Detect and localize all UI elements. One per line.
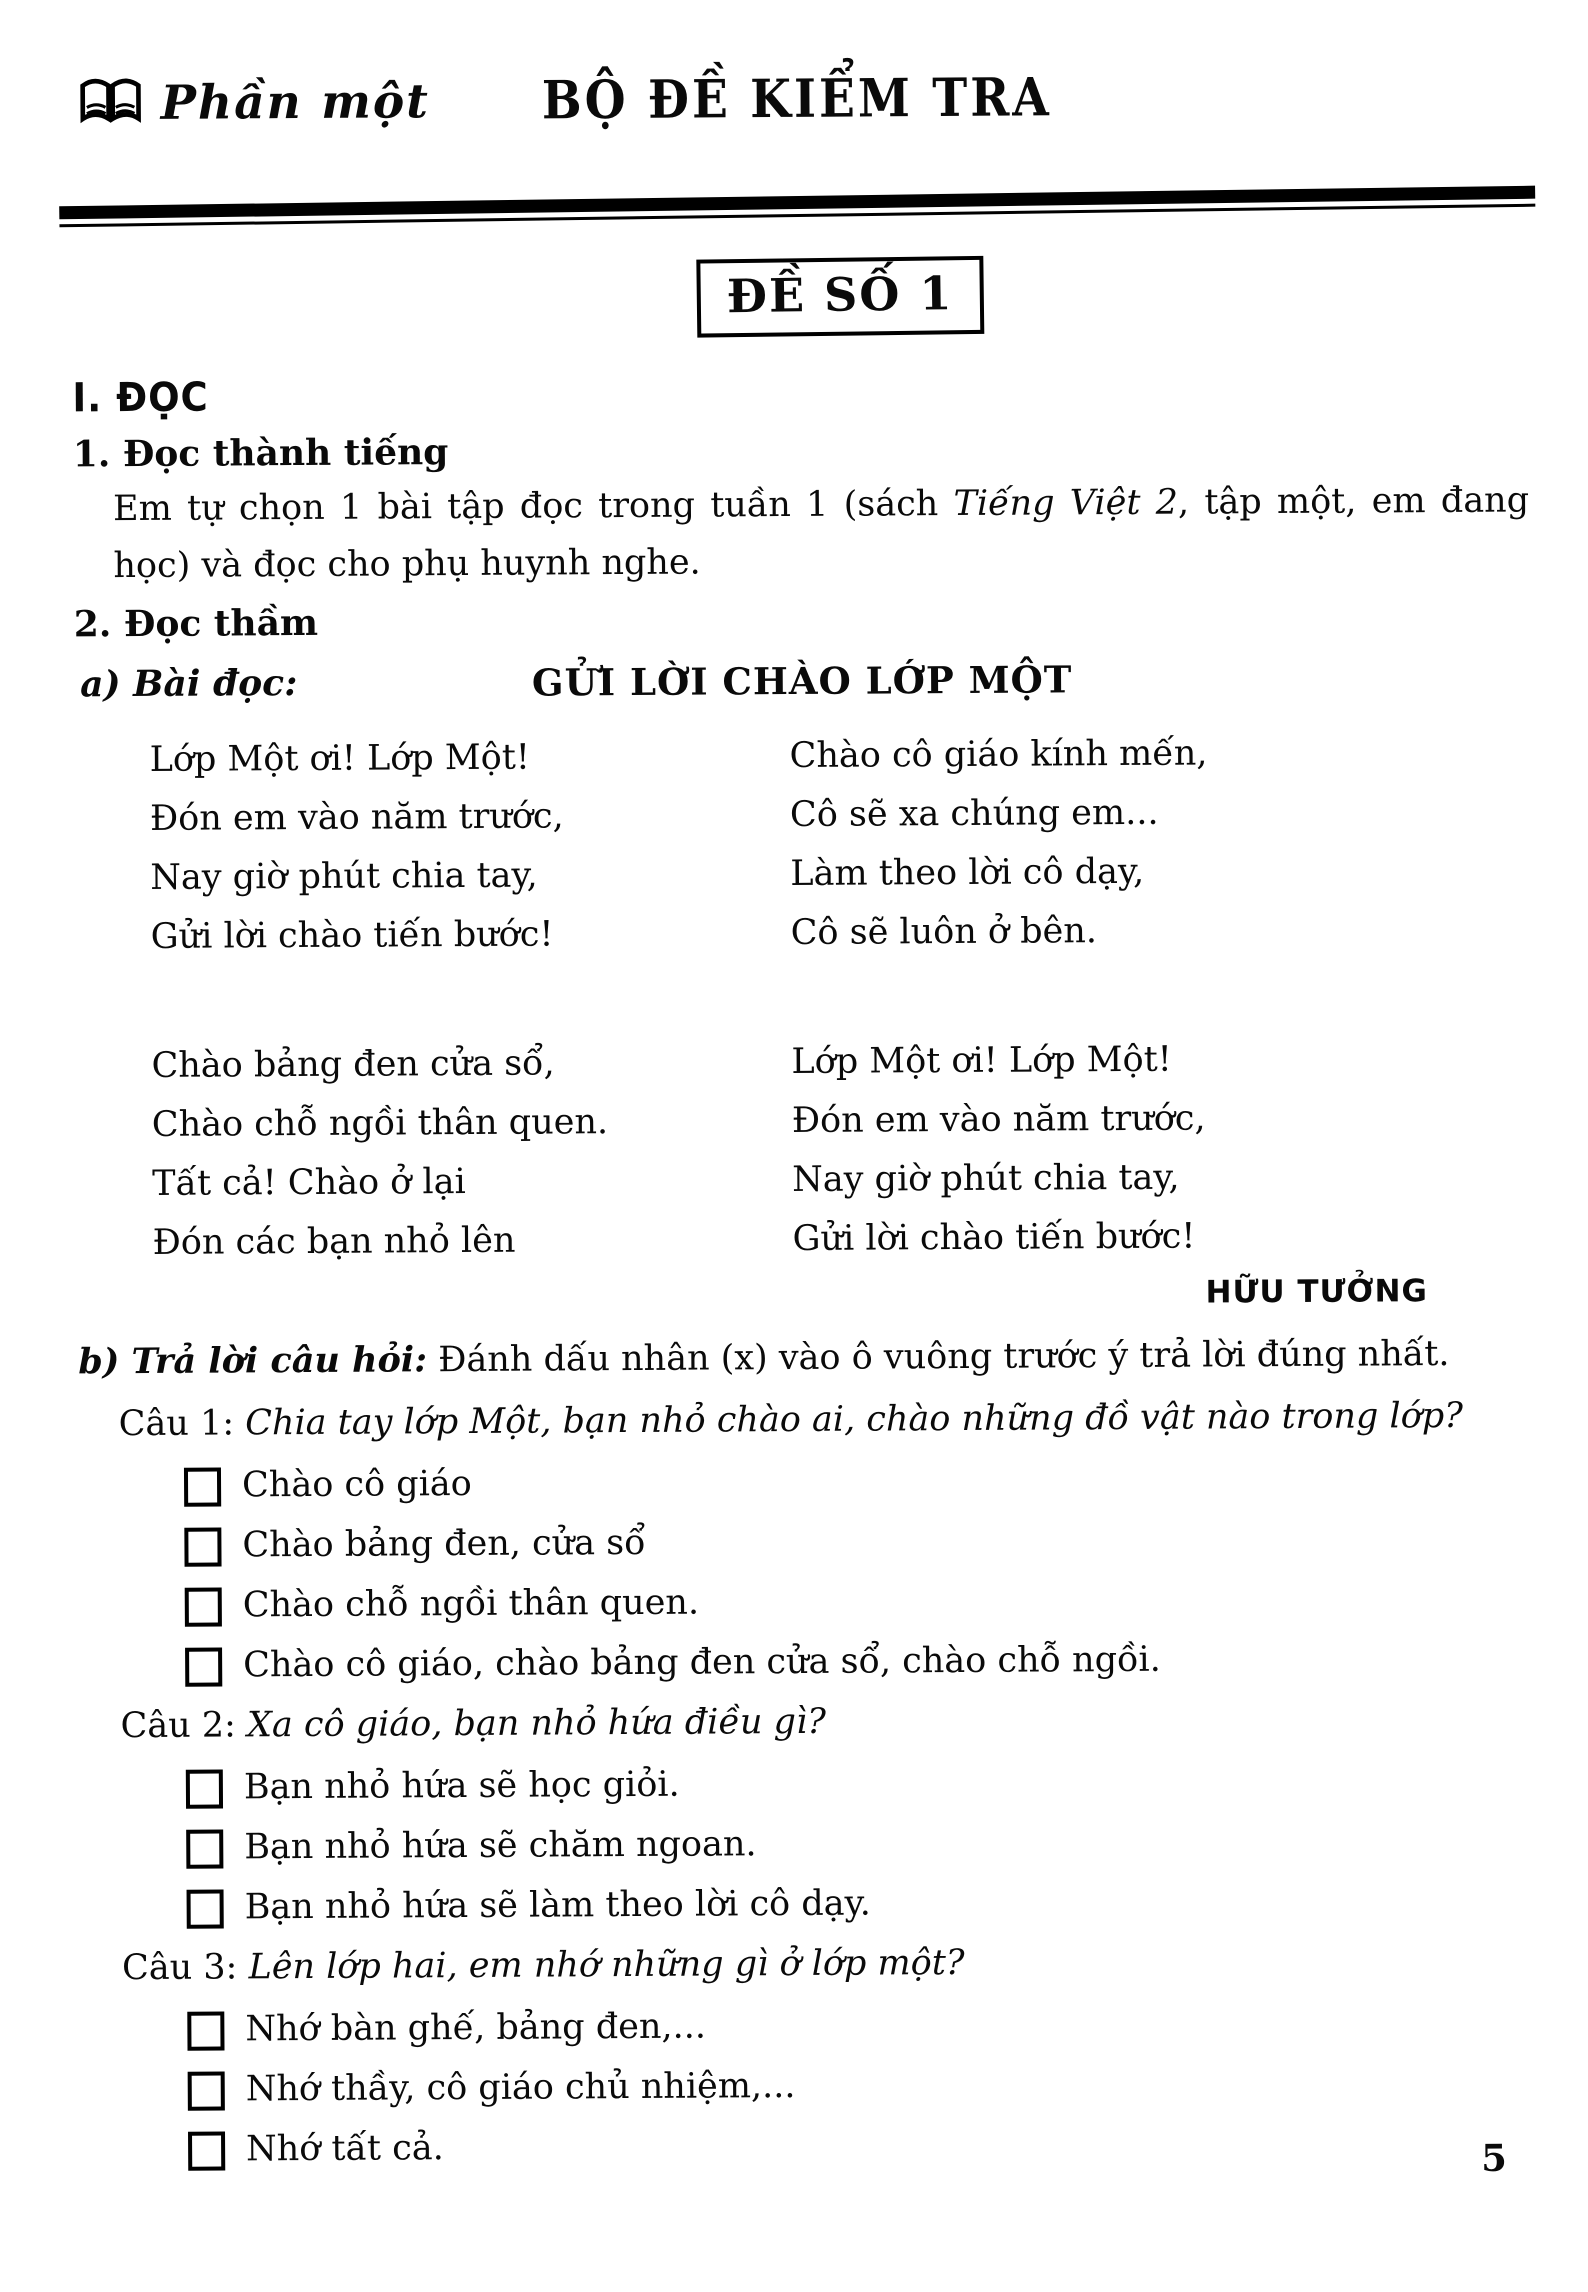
stanza-2-left-column [76,1033,792,1273]
answer-option-label: Chào cô giáo [241,1463,472,1506]
poem-stanza-2 [76,1029,1533,1274]
question-2-option-3 [187,1876,1538,1930]
poem-line: Cô sẽ luôn ở bên. [790,911,1098,954]
poem-title: GỬI LỜI CHÀO LỚP MỘT [531,657,1073,705]
answer-option-label: Chào chỗ ngồi thân quen. [242,1582,700,1626]
poem-stanza-1 [74,723,1531,968]
question-2 [120,1692,1536,1751]
question-2-label: Câu 2: [120,1705,248,1747]
poem-line: Lớp Một ơi! Lớp Một! [791,1039,1172,1083]
poem-line: Đón em vào năm trước, [149,796,564,839]
instruction-text-before: Em tự chọn 1 bài tập đọc trong tuần 1 (sách [112,484,954,530]
question-3 [122,1934,1538,1993]
answer-option-label: Chào bảng đen, cửa sổ [242,1522,646,1566]
poem-line: Lớp Một ơi! Lớp Một! [149,737,531,780]
question-3-text: Lên lớp hai, em nhớ những gì ở lớp một? [248,1942,965,1988]
question-1-option-3 [185,1574,1536,1628]
answer-option-label: Nhớ bàn ghế, bảng đen,... [245,2006,707,2050]
answer-option-label: Bạn nhỏ hứa sẽ học giỏi. [243,1764,680,1808]
question-3-option-2 [188,2058,1539,2112]
answer-checkbox[interactable] [185,1588,222,1627]
answer-checkbox[interactable] [184,1468,221,1507]
open-book-icon [78,76,142,130]
read-aloud-instructions [113,473,1530,596]
question-1-text: Chia tay lớp Một, bạn nhỏ chào ai, chào những đồ vật nào trong lớp? [245,1395,1464,1444]
answer-checkbox[interactable] [188,2072,225,2111]
poem-line: Tất cả! Chào ở lại [152,1162,466,1204]
poem-line: Đón các bạn nhỏ lên [152,1220,516,1263]
poem-line: Làm theo lời cô dạy, [790,851,1145,895]
question-1-option-4 [185,1634,1536,1688]
exam-number-box: ĐỀ SỐ 1 [696,256,984,338]
questions-intro-text: Đánh dấu nhân (x) vào ô vuông trước ý trả lời đúng nhất. [426,1334,1450,1381]
question-3-label: Câu 3: [121,1947,249,1989]
section-heading-doc: I. ĐỌC [72,373,209,422]
poem-line: Đón em vào năm trước, [791,1098,1206,1142]
question-3-option-3 [188,2118,1539,2172]
answer-option-label: Chào cô giáo, chào bảng đen cửa sổ, chào chỗ ngồi. [243,1639,1161,1686]
answer-checkbox[interactable] [184,1528,221,1567]
answer-option-label: Nhớ tất cả. [245,2128,444,2170]
question-1-label: Câu 1: [118,1403,246,1445]
poem-line: Chào cô giáo kính mến, [789,733,1208,777]
question-2-text: Xa cô giáo, bạn nhỏ hứa điều gì? [246,1701,827,1746]
part-label: Phần một [160,74,431,131]
poem-line: Chào chỗ ngồi thân quen. [151,1102,609,1145]
answer-checkbox[interactable] [187,1890,224,1929]
poem-line: Nay giờ phút chia tay, [792,1157,1180,1201]
question-1 [119,1391,1535,1450]
subsection-silent-read: 2. Đọc thầm [73,601,319,646]
passage-label: a) Bài đọc: [80,662,298,706]
poem-author: HỮU TƯỞNG [1205,1273,1429,1311]
answer-checkbox[interactable] [188,2132,225,2171]
answer-checkbox[interactable] [185,1648,222,1687]
question-2-option-1 [186,1756,1537,1810]
page-title: BỘ ĐỀ KIỂM TRA [541,67,1052,132]
page-content [72,368,1539,2174]
poem-line: Chào bảng đen cửa sổ, [151,1043,555,1086]
question-3-option-1 [187,1998,1538,2052]
stanza-1-right-column [789,723,1531,964]
poem-line: Cô sẽ xa chúng em... [789,792,1159,836]
answer-checkbox[interactable] [186,1830,223,1869]
questions-intro-label: b) Trả lời câu hỏi: [78,1339,428,1383]
page-number: 5 [1481,2135,1508,2180]
subsection-read-aloud: 1. Đọc thành tiếng [72,431,449,476]
stanza-2-right-column [791,1029,1533,1270]
question-1-option-1 [184,1455,1535,1509]
answer-checkbox[interactable] [187,2012,224,2051]
stanza-1-left-column [74,727,790,967]
questions-intro [78,1329,1534,1388]
instruction-text-after: , tập một, em đang học) và đọc cho phụ huynh nghe. [113,480,1530,587]
question-2-option-2 [186,1816,1537,1870]
page-header [78,68,1528,132]
poem-line: Gửi lời chào tiến bước! [150,914,554,957]
poem-line: Nay giờ phút chia tay, [150,855,538,898]
book-reference: Tiếng Việt 2 [953,482,1179,525]
answer-option-label: Bạn nhỏ hứa sẽ làm theo lời cô dạy. [244,1883,871,1928]
poem-line: Gửi lời chào tiến bước! [792,1216,1196,1260]
answer-option-label: Bạn nhỏ hứa sẽ chăm ngoan. [244,1824,757,1868]
answer-option-label: Nhớ thầy, cô giáo chủ nhiệm,... [245,2066,796,2110]
header-divider [59,186,1535,228]
answer-checkbox[interactable] [186,1770,223,1809]
question-1-option-2 [184,1515,1535,1569]
passage-title-row [74,655,1530,716]
